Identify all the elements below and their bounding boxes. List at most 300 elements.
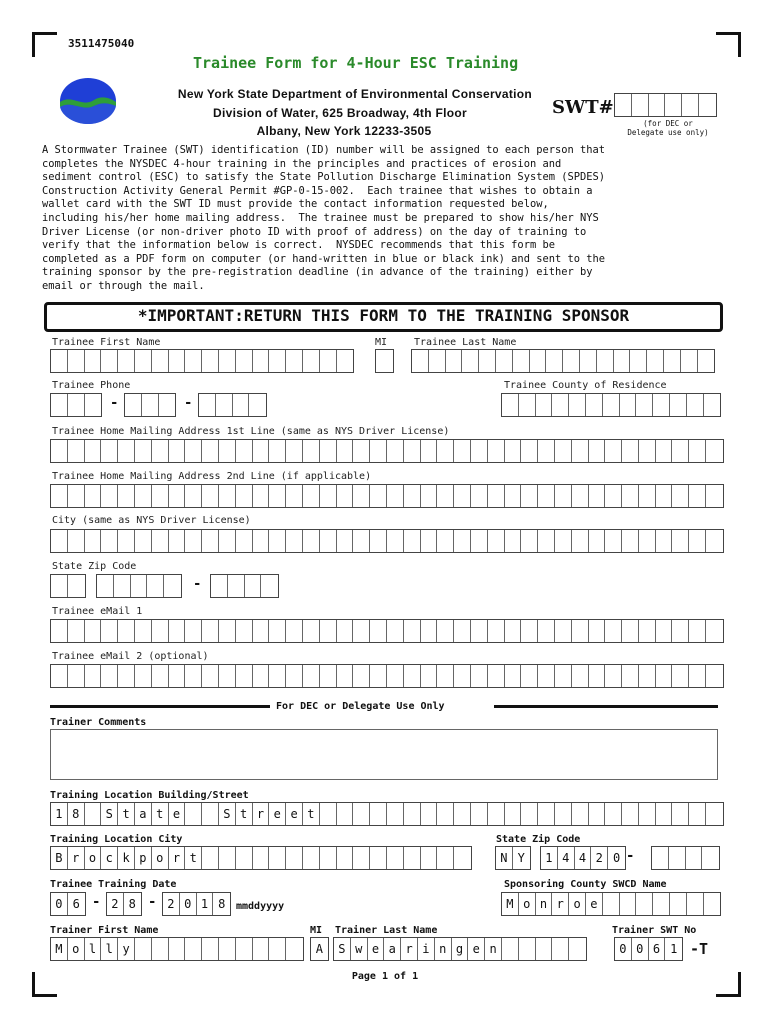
char-box (68, 440, 85, 462)
char-box (152, 440, 169, 462)
char-box (404, 847, 421, 869)
char-box (639, 803, 656, 825)
char-box (51, 530, 68, 552)
char-box (672, 620, 689, 642)
char-box (118, 350, 135, 372)
char-box (320, 803, 337, 825)
char-box (519, 938, 536, 960)
char-box: o (519, 893, 536, 915)
char-box (68, 620, 85, 642)
char-box (521, 665, 538, 687)
char-box (320, 485, 337, 507)
swt-number-boxes[interactable] (614, 93, 717, 117)
char-box (605, 803, 622, 825)
char-box (320, 440, 337, 462)
char-box (704, 893, 721, 915)
char-box (706, 440, 723, 462)
char-box: g (452, 938, 469, 960)
intro-line: wallet card with the SWT ID must provide the contact information requested below, (42, 198, 549, 211)
nysdec-logo-icon (58, 76, 118, 126)
date-dash-1: - (92, 894, 101, 910)
char-box (404, 485, 421, 507)
char-box (320, 620, 337, 642)
char-box: c (101, 847, 118, 869)
char-box (488, 803, 505, 825)
char-box (353, 665, 370, 687)
char-box: e (269, 803, 286, 825)
char-box (269, 530, 286, 552)
char-box (216, 394, 233, 416)
char-box (505, 485, 522, 507)
char-box (303, 530, 320, 552)
dec-state-field[interactable] (495, 846, 531, 870)
char-box (101, 665, 118, 687)
char-box (101, 620, 118, 642)
form-title: Trainee Form for 4-Hour ESC Training (193, 54, 519, 72)
char-box (370, 847, 387, 869)
char-box (505, 803, 522, 825)
agency-line-1: New York State Department of Environmental Conservation (177, 87, 533, 101)
char-box (513, 350, 530, 372)
char-box (656, 620, 673, 642)
char-box (630, 350, 647, 372)
char-box (370, 485, 387, 507)
char-box (253, 350, 270, 372)
intro-line: Driver License (or non-driver photo ID with proof of address) on the day of training to (42, 225, 587, 238)
char-box (639, 530, 656, 552)
char-box (261, 575, 278, 597)
char-box (101, 530, 118, 552)
char-box (370, 620, 387, 642)
char-box (320, 530, 337, 552)
char-box: t (185, 847, 202, 869)
dec-zip-dash: - (626, 848, 635, 864)
trainer-last-field[interactable] (333, 937, 587, 961)
char-box (118, 665, 135, 687)
char-box (536, 394, 553, 416)
char-box (202, 485, 219, 507)
mi-label: MI (375, 337, 388, 348)
char-box: M (51, 938, 68, 960)
char-box (118, 440, 135, 462)
char-box (269, 847, 286, 869)
char-box (699, 94, 716, 116)
char-box (135, 350, 152, 372)
char-box (649, 94, 666, 116)
char-box (253, 530, 270, 552)
char-box (135, 530, 152, 552)
loc-city-field[interactable] (50, 846, 472, 870)
char-box (555, 665, 572, 687)
char-box (51, 485, 68, 507)
char-box (572, 440, 589, 462)
char-box (199, 394, 216, 416)
char-box (353, 440, 370, 462)
char-box (682, 94, 699, 116)
phone-line-field[interactable] (198, 393, 267, 417)
agency-address (160, 85, 550, 141)
char-box: r (552, 893, 569, 915)
char-box (253, 485, 270, 507)
agency-line-3: Albany, New York 12233-3505 (256, 124, 432, 138)
char-box (653, 893, 670, 915)
char-box (555, 485, 572, 507)
char-box (219, 485, 236, 507)
char-box (421, 803, 438, 825)
char-box (303, 665, 320, 687)
last-name-field[interactable] (411, 349, 715, 373)
char-box (521, 620, 538, 642)
char-box (563, 350, 580, 372)
addr2-field[interactable] (50, 484, 724, 508)
char-box (620, 394, 637, 416)
char-box (85, 665, 102, 687)
char-box: 2 (591, 847, 608, 869)
char-box (454, 440, 471, 462)
char-box (639, 665, 656, 687)
char-box (404, 620, 421, 642)
char-box (337, 620, 354, 642)
char-box (51, 350, 68, 372)
char-box (672, 803, 689, 825)
char-box (219, 350, 236, 372)
trainer-last-label: Trainer Last Name (335, 925, 438, 936)
char-box (269, 938, 286, 960)
char-box: 0 (632, 938, 649, 960)
char-box (656, 530, 673, 552)
swt-label: SWT# (552, 97, 614, 118)
zip-field[interactable] (96, 574, 182, 598)
char-box (219, 938, 236, 960)
char-box (85, 485, 102, 507)
char-box (370, 530, 387, 552)
char-box (605, 440, 622, 462)
addr2-label: Trainee Home Mailing Address 2nd Line (if applicable) (52, 471, 372, 482)
char-box: o (569, 893, 586, 915)
dec-rule-left (50, 705, 270, 708)
phone-dash-1: - (110, 395, 119, 411)
char-box: 0 (51, 893, 68, 915)
char-box (202, 530, 219, 552)
dec-state-zip-label: State Zip Code (496, 834, 581, 845)
char-box (615, 94, 632, 116)
char-box (253, 665, 270, 687)
char-box (569, 938, 586, 960)
char-box (320, 350, 337, 372)
char-box: 6 (72, 897, 80, 911)
loc-street-field[interactable] (50, 802, 724, 826)
char-box (446, 350, 463, 372)
char-box (114, 575, 131, 597)
char-box (632, 94, 649, 116)
char-box: 8 (68, 803, 85, 825)
char-box (101, 440, 118, 462)
char-box (202, 847, 219, 869)
char-box (228, 575, 245, 597)
char-box (605, 530, 622, 552)
char-box (169, 530, 186, 552)
char-box (286, 665, 303, 687)
comments-field[interactable] (50, 729, 718, 780)
char-box (118, 485, 135, 507)
char-box (672, 485, 689, 507)
email2-label: Trainee eMail 2 (optional) (52, 651, 209, 662)
zip-dash: - (193, 576, 202, 592)
char-box (51, 575, 68, 597)
char-box (488, 620, 505, 642)
date-format-hint: mmddyyyy (236, 901, 285, 912)
char-box (211, 575, 228, 597)
char-box (68, 350, 85, 372)
char-box (706, 803, 723, 825)
char-box (185, 485, 202, 507)
char-box (101, 350, 118, 372)
char-box (681, 350, 698, 372)
char-box (488, 485, 505, 507)
char-box (636, 893, 653, 915)
phone-prefix-field[interactable] (124, 393, 176, 417)
char-box (669, 847, 686, 869)
sponsor-county-field[interactable] (501, 892, 721, 916)
char-box (622, 485, 639, 507)
char-box (387, 485, 404, 507)
char-box (454, 485, 471, 507)
char-box: r (68, 847, 85, 869)
char-box (97, 575, 114, 597)
char-box (656, 485, 673, 507)
trainer-first-label: Trainer First Name (50, 925, 159, 936)
char-box (269, 665, 286, 687)
crop-mark-top-left (32, 32, 57, 57)
char-box: e (286, 803, 303, 825)
char-box: n (536, 893, 553, 915)
trainer-mi-field[interactable] (310, 937, 329, 961)
char-box: e (169, 803, 186, 825)
char-box (353, 620, 370, 642)
char-box (488, 440, 505, 462)
loc-street-label: Training Location Building/Street (50, 790, 249, 801)
char-box (169, 620, 186, 642)
char-box (639, 485, 656, 507)
char-box (85, 440, 102, 462)
trainer-swt-label: Trainer SWT No (612, 925, 697, 936)
char-box (664, 350, 681, 372)
char-box: 6 (649, 938, 666, 960)
char-box: e (468, 938, 485, 960)
mi-field[interactable] (375, 349, 394, 373)
char-box (536, 938, 553, 960)
char-box (454, 665, 471, 687)
char-box (236, 665, 253, 687)
char-box (269, 485, 286, 507)
char-box (169, 485, 186, 507)
char-box (502, 394, 519, 416)
char-box: o (85, 847, 102, 869)
char-box (387, 847, 404, 869)
swt-note (616, 119, 720, 137)
city-field[interactable] (50, 529, 724, 553)
state-field[interactable] (50, 574, 86, 598)
phone-area-field[interactable] (50, 393, 102, 417)
char-box: l (101, 938, 118, 960)
char-box (337, 847, 354, 869)
char-box (538, 803, 555, 825)
char-box (437, 620, 454, 642)
char-box (421, 620, 438, 642)
char-box (236, 350, 253, 372)
char-box (387, 620, 404, 642)
char-box (552, 938, 569, 960)
city-label: City (same as NYS Driver License) (52, 515, 251, 526)
char-box (131, 575, 148, 597)
char-box (597, 350, 614, 372)
char-box (572, 530, 589, 552)
intro-line: email or through the mail. (42, 279, 205, 292)
char-box (303, 620, 320, 642)
char-box (202, 803, 219, 825)
char-box (471, 530, 488, 552)
char-box (320, 847, 337, 869)
char-box (353, 803, 370, 825)
char-box (236, 530, 253, 552)
char-box (387, 665, 404, 687)
char-box (538, 665, 555, 687)
dec-zip-field[interactable] (540, 846, 626, 870)
char-box: 0 (615, 938, 632, 960)
char-box (589, 440, 606, 462)
char-box (521, 485, 538, 507)
char-box (286, 350, 303, 372)
char-box (586, 394, 603, 416)
char-box (656, 440, 673, 462)
char-box: 1 (670, 942, 678, 956)
char-box (219, 665, 236, 687)
char-box (555, 620, 572, 642)
char-box (219, 530, 236, 552)
char-box (152, 665, 169, 687)
char-box (51, 665, 68, 687)
char-box (152, 620, 169, 642)
char-box (620, 893, 637, 915)
char-box: e (368, 938, 385, 960)
char-box (320, 665, 337, 687)
email2-field[interactable] (50, 664, 724, 688)
email1-field[interactable] (50, 619, 724, 643)
char-box (421, 665, 438, 687)
char-box (622, 440, 639, 462)
char-box (572, 665, 589, 687)
date-year-field[interactable] (162, 892, 231, 916)
char-box (505, 665, 522, 687)
char-box (286, 620, 303, 642)
char-box (555, 530, 572, 552)
char-box (236, 938, 253, 960)
char-box (670, 394, 687, 416)
char-box (286, 847, 303, 869)
char-box (437, 847, 454, 869)
trainer-swt-field[interactable] (614, 937, 683, 961)
char-box (496, 350, 513, 372)
char-box (337, 530, 354, 552)
swt-note-line-1: (for DEC or (643, 119, 693, 128)
char-box (706, 485, 723, 507)
char-box (85, 530, 102, 552)
first-name-field[interactable] (50, 349, 354, 373)
char-box: n (435, 938, 452, 960)
loc-city-label: Training Location City (50, 834, 183, 845)
trainer-swt-suffix: -T (690, 940, 709, 958)
zip4-field[interactable] (210, 574, 279, 598)
trainer-first-field[interactable] (50, 937, 304, 961)
char-box (421, 530, 438, 552)
char-box (185, 350, 202, 372)
char-box (185, 440, 202, 462)
char-box (219, 440, 236, 462)
date-month-field[interactable] (50, 892, 86, 916)
char-box (219, 620, 236, 642)
char-box (169, 440, 186, 462)
char-box (135, 620, 152, 642)
char-box (303, 350, 320, 372)
char-box: o (68, 938, 85, 960)
char-box (185, 530, 202, 552)
char-box (219, 847, 236, 869)
char-box: S (219, 803, 236, 825)
char-box (353, 847, 370, 869)
char-box: 4 (575, 847, 592, 869)
char-box (502, 938, 519, 960)
char-box (68, 530, 85, 552)
char-box (286, 938, 303, 960)
char-box (421, 847, 438, 869)
char-box (118, 530, 135, 552)
char-box (552, 394, 569, 416)
char-box (286, 485, 303, 507)
char-box (142, 394, 159, 416)
char-box (51, 394, 68, 416)
char-box: t (303, 803, 320, 825)
document-id: 3511475040 (68, 37, 135, 50)
char-box (589, 803, 606, 825)
char-box (702, 847, 719, 869)
char-box (687, 893, 704, 915)
char-box (652, 847, 669, 869)
char-box: i (418, 938, 435, 960)
char-box (387, 803, 404, 825)
char-box (269, 440, 286, 462)
char-box (471, 485, 488, 507)
date-day-field[interactable] (106, 892, 142, 916)
char-box (530, 350, 547, 372)
char-box: a (135, 803, 152, 825)
dec-zip4-field[interactable] (651, 846, 720, 870)
char-box (286, 530, 303, 552)
char-box (622, 620, 639, 642)
char-box (653, 394, 670, 416)
char-box (603, 893, 620, 915)
char-box (656, 665, 673, 687)
char-box: 0 (612, 851, 621, 865)
char-box (202, 440, 219, 462)
county-field[interactable] (501, 393, 721, 417)
char-box (159, 394, 176, 416)
char-box (337, 440, 354, 462)
char-box (569, 394, 586, 416)
char-box (521, 530, 538, 552)
char-box (437, 665, 454, 687)
char-box: r (401, 938, 418, 960)
addr1-field[interactable] (50, 439, 724, 463)
